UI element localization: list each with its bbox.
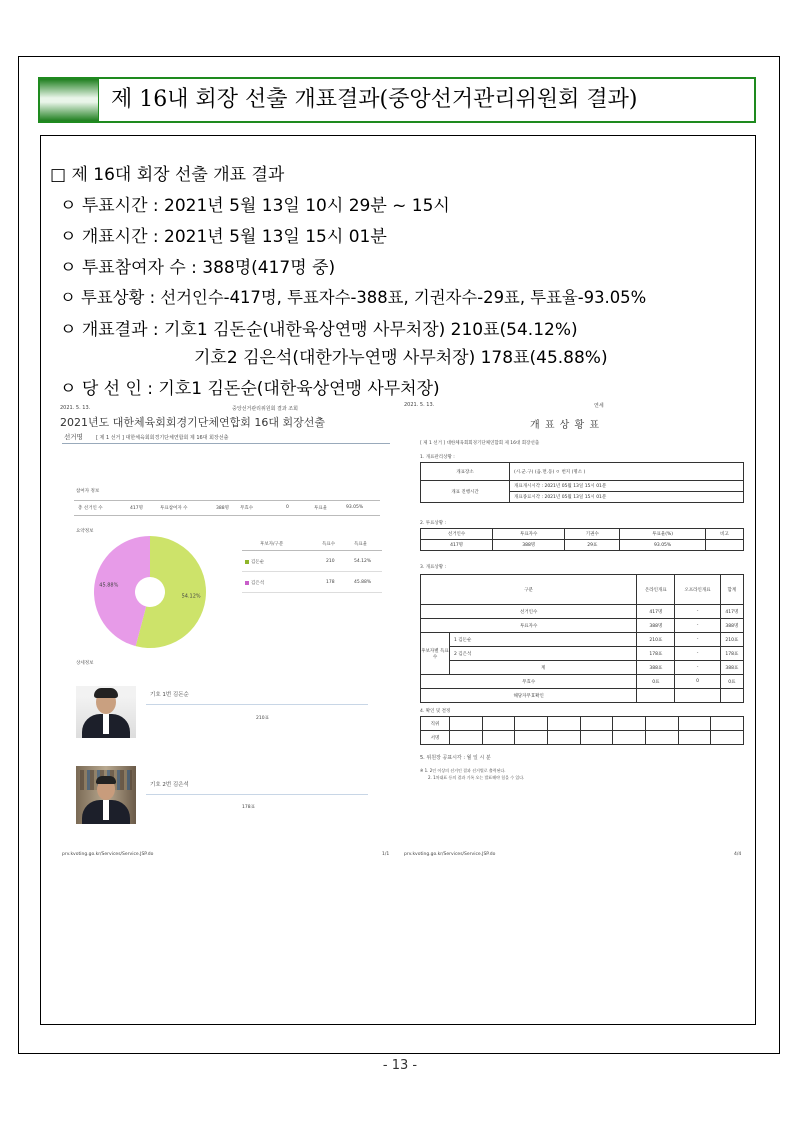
cell: 178표 (720, 647, 743, 661)
right-sec-5: 5. 위원장 공표시각 : 월 일 시 분 (420, 755, 491, 761)
left-doc-date: 2021. 5. 13. (60, 405, 91, 411)
bar-rule (146, 794, 368, 795)
cell: 210표 (720, 633, 743, 647)
cell: (시.군.구) (읍.면.동) ㅇ 번지 (명소 ) (510, 463, 744, 481)
info-cell: 투표참여자 수 (160, 506, 188, 511)
left-footer-url: prv.kvoting.go.kr/Services/Service.JSP.do (62, 852, 154, 857)
info-cell: 417명 (130, 506, 143, 511)
cell: - (675, 605, 720, 619)
cell (637, 689, 675, 703)
cell: - (675, 661, 720, 675)
cell: 29표 (565, 540, 620, 551)
right-note-1: ※ 1. 2인 이상의 선거인 결과 선거별로 출력된다. (420, 768, 506, 773)
cell: 388명 (493, 540, 565, 551)
info-cell: 388명 (216, 506, 229, 511)
right-note-2: 2. 1차대표 등의 결과 기록 오는 발표해야 힘을 수 있다. (428, 775, 525, 780)
left-section-2: 요약정보 (76, 529, 94, 534)
cell: - (675, 647, 720, 661)
left-doc-rule (62, 443, 390, 444)
left-doc-title: 2021년도 대한체육회회경기단체연합회 16대 회장선출 (60, 416, 325, 429)
cell: 0표 (720, 675, 743, 689)
cell (675, 689, 720, 703)
cell: 무효수 (421, 675, 637, 689)
cell: 2 김은석 (450, 647, 637, 661)
cell: - (675, 633, 720, 647)
right-sec-3: 3. 개표상황 : (420, 565, 447, 570)
control-table (420, 462, 744, 503)
vote-pie-chart (90, 532, 210, 652)
vote-status-table (420, 528, 744, 551)
item-participants: ㅇ 투표참여자 수 : 388명(417명 중) (60, 258, 336, 278)
right-sec-1: 1. 개표관리상황 : (420, 455, 455, 460)
cell: 388표 (637, 661, 675, 675)
info-cell: 총 선거인 수 (78, 506, 103, 511)
legend-votes: 178 (326, 580, 335, 585)
right-sec-4: 4. 확인 및 결정 (420, 709, 451, 714)
legend-pct: 54.12% (354, 559, 372, 564)
cell: 0 (675, 675, 720, 689)
left-info-row (74, 500, 380, 516)
cell: 합계 (720, 575, 743, 605)
pie-label: 54.12% (181, 593, 201, 600)
page-title: 제 16내 회장 선출 개표결과(중앙선거관리위원회 결과) (111, 87, 638, 112)
cell: 온라인개표 (637, 575, 675, 605)
cell: 1 김돈순 (450, 633, 637, 647)
pie-legend (242, 538, 382, 593)
cell: 후보자별 득표수 (421, 633, 450, 675)
candidate-1-photo (76, 686, 136, 738)
cell: 선거인수 (421, 605, 637, 619)
cell: 투표자수 (421, 619, 637, 633)
cell (705, 540, 743, 551)
cell: 투표율(%) (620, 529, 706, 540)
cell: 178표 (637, 647, 675, 661)
info-cell: 투표율 (314, 506, 328, 511)
right-doc-header: 연세 (594, 403, 604, 409)
right-doc-title: 개 표 상 황 표 (530, 420, 601, 431)
right-sec-2: 2. 투표상황 : (420, 521, 447, 526)
cell: 388명 (720, 619, 743, 633)
left-section-1: 참여자 정보 (76, 489, 100, 494)
title-accent (40, 79, 99, 121)
right-footer-page: 4/4 (734, 852, 742, 857)
info-cell: 무효수 (240, 506, 254, 511)
count-table (420, 574, 744, 703)
legend-name: 김은석 (251, 581, 265, 586)
cell: 해당자무효확인 (421, 689, 637, 703)
item-result-2: 기호2 김은석(대한가누연맹 사무처장) 178표(45.88%) (194, 348, 608, 368)
cell: - (675, 619, 720, 633)
title-box (38, 77, 756, 123)
cell: 개표개시시각 : 2021년 05월 13일 15시 01분 (510, 481, 744, 492)
candidate-1-label: 기호 1번 김돈순 (150, 692, 189, 698)
cell: 388명 (637, 619, 675, 633)
legend-swatch (245, 560, 249, 564)
section-heading: □ 제 16대 회장 선출 개표 결과 (50, 165, 285, 185)
cell (720, 689, 743, 703)
cell: 서명 (421, 731, 450, 745)
pie-label: 45.88% (99, 582, 119, 589)
right-footer-url: prv.kvoting.go.kr/Services/Service.JSP.do (404, 852, 496, 857)
confirm-table (420, 716, 744, 745)
cell: 개표종료시각 : 2021년 05월 13일 15시 01분 (510, 492, 744, 503)
legend-header-votes: 득표수 (322, 542, 336, 547)
info-cell: 93.05% (346, 505, 364, 510)
item-winner: ㅇ 당 선 인 : 기호1 김돈순(대한육상연맹 사무처장) (60, 379, 440, 399)
cell: 417명 (720, 605, 743, 619)
cell: 기권수 (565, 529, 620, 540)
legend-header-pct: 득표율 (354, 542, 368, 547)
legend-swatch (245, 581, 249, 585)
right-doc-subtitle: [ 제 1 선거 ] 대한체육회회경기단체연합회 제 16대 회장선출 (420, 441, 540, 446)
candidate-2-label: 기호 2번 김은석 (150, 782, 189, 788)
cell: 투표자수 (493, 529, 565, 540)
cell: 오프라인개표 (675, 575, 720, 605)
right-doc-date: 2021. 5. 13. (404, 402, 435, 408)
left-footer-page: 1/1 (382, 852, 390, 857)
cell: 직위 (421, 717, 450, 731)
cell: 선거인수 (421, 529, 493, 540)
info-cell: 0 (286, 505, 289, 510)
candidate-1-votes: 210표 (256, 716, 269, 721)
item-count-time: ㅇ 개표시간 : 2021년 5월 13일 15시 01분 (60, 227, 387, 247)
cell: 개표장소 (421, 463, 510, 481)
legend-votes: 210 (326, 559, 335, 564)
left-doc-tab: 선거명 (64, 433, 83, 441)
cell: 개표 진행시간 (421, 481, 510, 503)
cell: 비고 (705, 529, 743, 540)
cell: 구분 (421, 575, 637, 605)
left-section-3: 상세정보 (76, 661, 94, 666)
item-vote-time: ㅇ 투표시간 : 2021년 5월 13일 10시 29분 ~ 15시 (60, 196, 450, 216)
cell: 계 (450, 661, 637, 675)
left-doc-subtitle: [ 제 1 선거 ] 대한체육회회경기단체연합회 제 16대 회장선출 (96, 435, 229, 441)
legend-name: 김돈순 (251, 560, 265, 565)
page-number: - 13 - (382, 1058, 418, 1073)
left-doc-header: 중앙선거관리위원회 결과 조회 (232, 406, 298, 412)
candidate-2-votes: 178표 (242, 805, 255, 810)
cell: 0표 (637, 675, 675, 689)
bar-rule (146, 704, 368, 705)
item-result-1: ㅇ 개표결과 : 기호1 김돈순(내한육상연맹 사무처장) 210표(54.12%) (60, 320, 578, 340)
cell: 417명 (637, 605, 675, 619)
legend-header-name: 후보자/구분 (260, 542, 284, 547)
candidate-2-photo (76, 766, 136, 824)
cell: 210표 (637, 633, 675, 647)
cell: 93.05% (620, 540, 706, 551)
cell: 417명 (421, 540, 493, 551)
item-vote-status: ㅇ 투표상황 : 선거인수-417명, 투표자수-388표, 기권자수-29표, 투표율-93.05% (60, 288, 647, 307)
cell: 388표 (720, 661, 743, 675)
legend-pct: 45.88% (354, 580, 372, 585)
